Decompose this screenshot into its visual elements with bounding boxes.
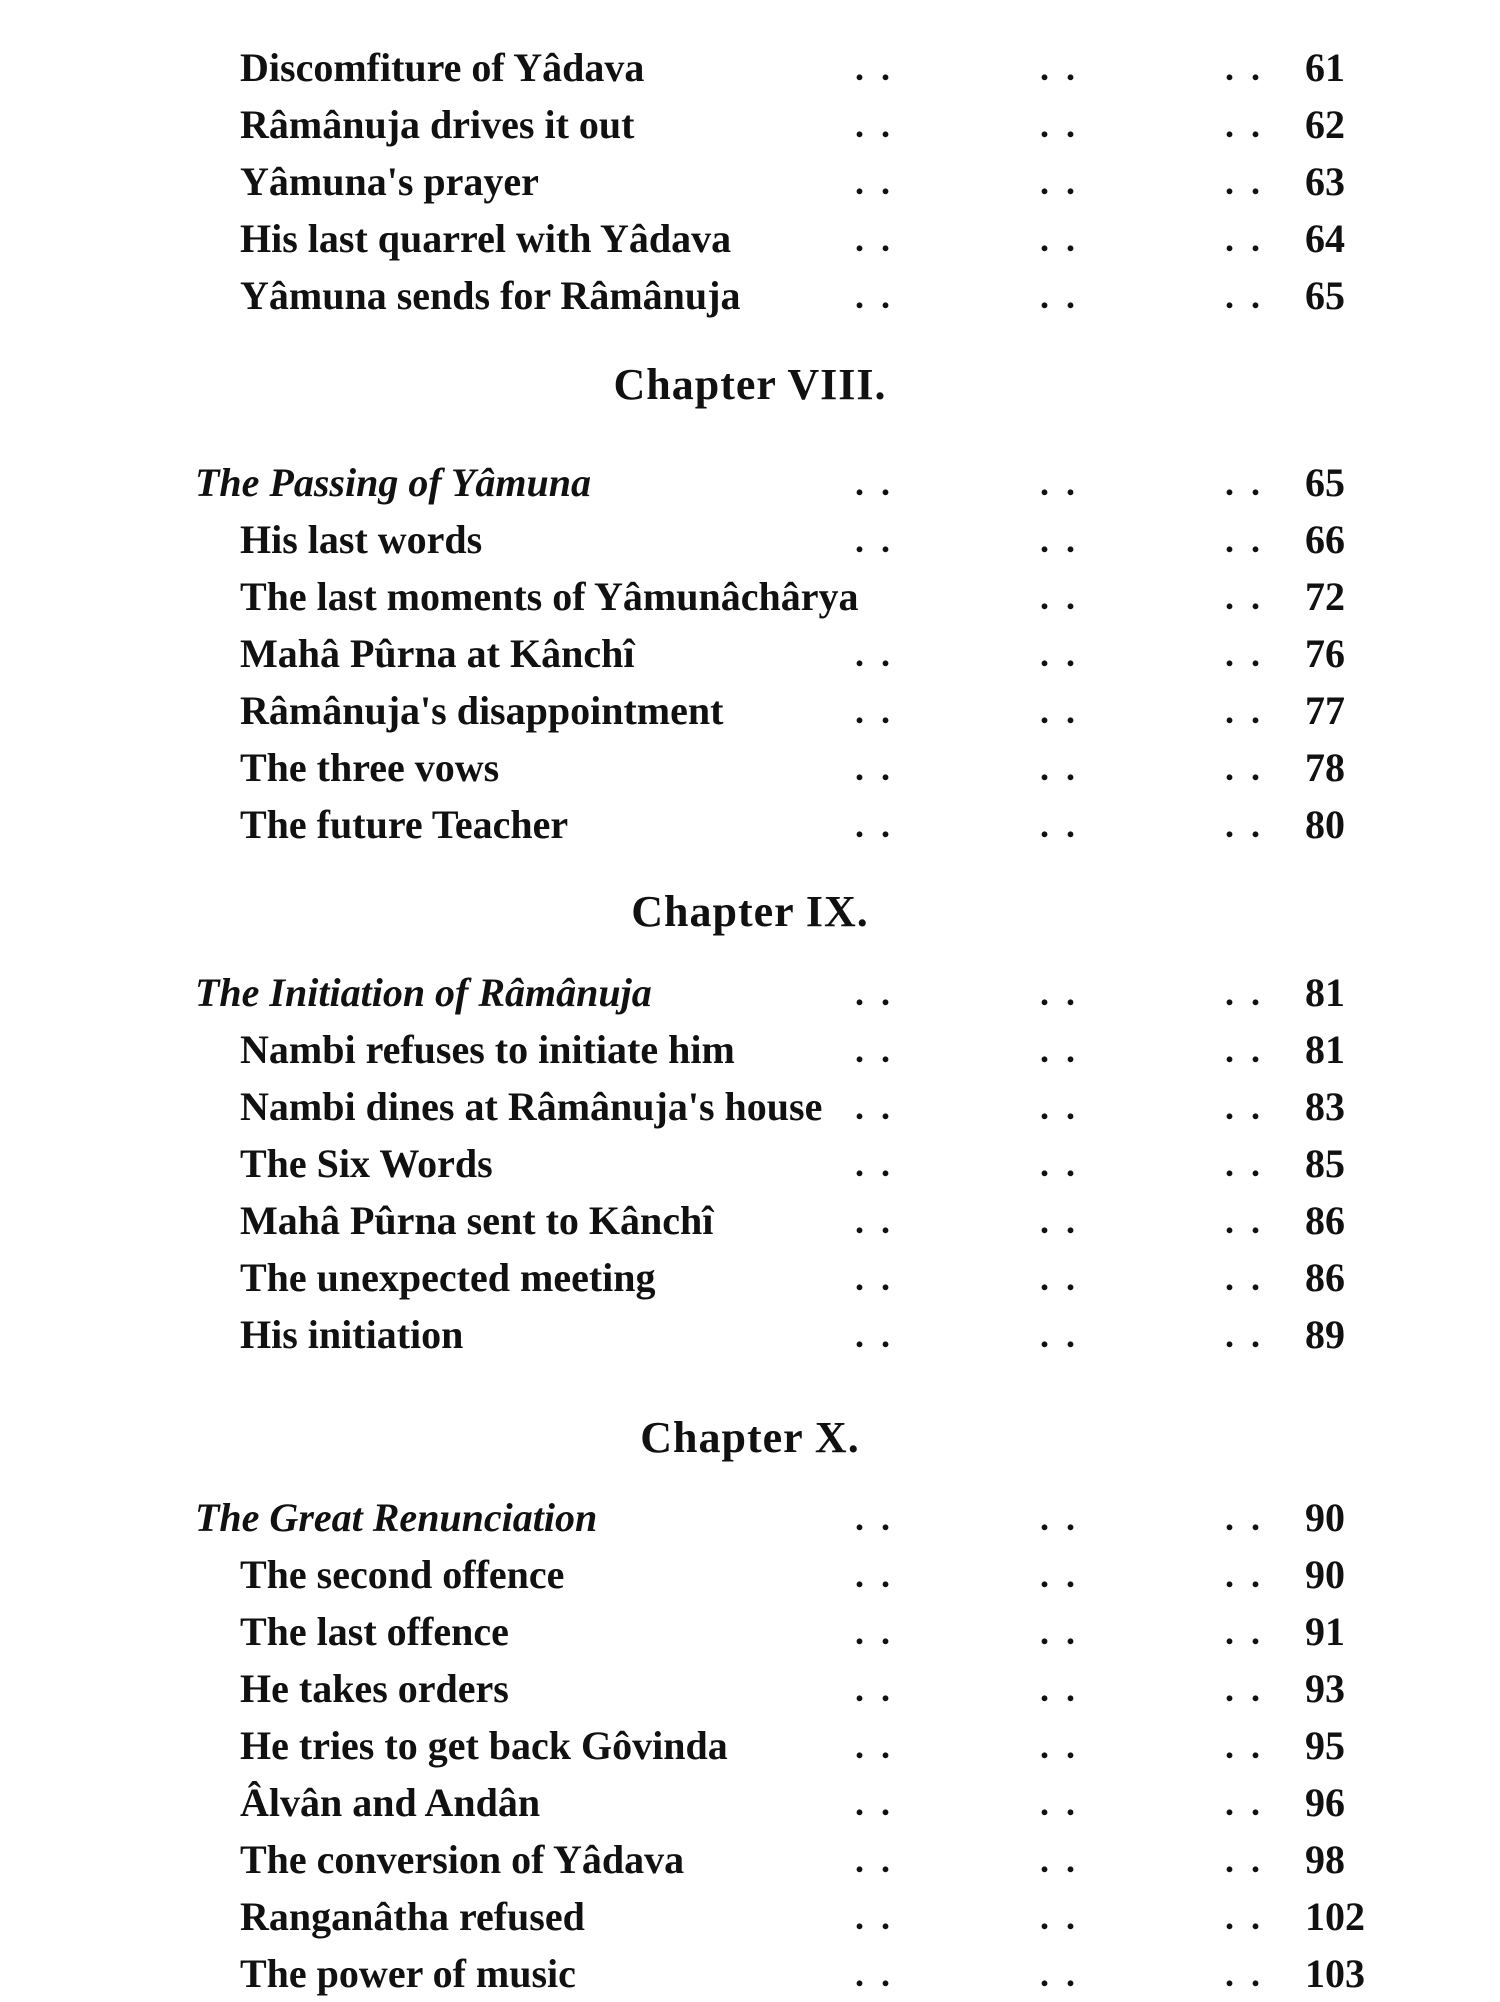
leader-dots: . . — [1225, 1954, 1264, 1994]
entry-label: Râmânuja drives it out — [240, 102, 635, 147]
page-number: 65 — [1305, 460, 1345, 505]
leader-dots: . . — [1040, 1144, 1079, 1184]
leader-dots: . . — [855, 1783, 894, 1823]
leader-dots: . . — [855, 1669, 894, 1709]
page-number: 93 — [1305, 1666, 1345, 1711]
leader-dots: . . — [1040, 1840, 1079, 1880]
leader-dots: . . — [855, 105, 894, 145]
leader-dots: . . — [855, 1498, 894, 1538]
leader-dots: . . — [855, 219, 894, 259]
leader-dots: . . — [1225, 748, 1264, 788]
entry-label: Mahâ Pûrna at Kânchî — [240, 631, 635, 676]
leader-dots: . . — [1225, 1030, 1264, 1070]
leader-dots: . . — [855, 1897, 894, 1937]
page-number: 65 — [1305, 273, 1345, 318]
entry-label: Râmânuja's disappointment — [240, 688, 724, 733]
leader-dots: . . — [1225, 1087, 1264, 1127]
leader-dots: . . — [1040, 1726, 1079, 1766]
page-number: 86 — [1305, 1255, 1345, 1300]
page-number: 81 — [1305, 970, 1345, 1015]
leader-dots: . . — [1040, 1258, 1079, 1298]
leader-dots: . . — [1040, 105, 1079, 145]
chapter-heading: Chapter X. — [640, 1413, 860, 1462]
page-number: 81 — [1305, 1027, 1345, 1072]
leader-dots: . . — [1040, 1612, 1079, 1652]
leader-dots: . . — [855, 973, 894, 1013]
leader-dots: . . — [1225, 1783, 1264, 1823]
leader-dots: . . — [1225, 1258, 1264, 1298]
leader-dots: . . — [1040, 1555, 1079, 1595]
leader-dots: . . — [855, 691, 894, 731]
entry-label: Yâmuna sends for Râmânuja — [240, 273, 741, 318]
page-number: 72 — [1305, 574, 1345, 619]
leader-dots: . . — [855, 162, 894, 202]
entry-label: His last words — [240, 517, 483, 562]
page-number: 95 — [1305, 1723, 1345, 1768]
page-number: 85 — [1305, 1141, 1345, 1186]
leader-dots: . . — [1040, 1897, 1079, 1937]
entry-label: The three vows — [240, 745, 500, 790]
page-number: 91 — [1305, 1609, 1345, 1654]
leader-dots: . . — [1040, 805, 1079, 845]
entry-label: Nambi dines at Râmânuja's house — [240, 1084, 823, 1129]
entry-label: The unexpected meeting — [240, 1255, 656, 1300]
leader-dots: . . — [1040, 463, 1079, 503]
page-number: 76 — [1305, 631, 1345, 676]
leader-dots: . . — [1225, 1201, 1264, 1241]
chapter-title: The Passing of Yâmuna — [195, 460, 591, 505]
leader-dots: . . — [855, 1087, 894, 1127]
chapter-title: The Great Renunciation — [195, 1495, 598, 1540]
entry-label: The second offence — [240, 1552, 565, 1597]
leader-dots: . . — [1040, 1030, 1079, 1070]
leader-dots: . . — [1225, 805, 1264, 845]
entry-label: Ranganâtha refused — [240, 1894, 585, 1939]
leader-dots: . . — [855, 1258, 894, 1298]
leader-dots: . . — [1225, 973, 1264, 1013]
leader-dots: . . — [855, 634, 894, 674]
leader-dots: . . — [855, 1555, 894, 1595]
leader-dots: . . — [1225, 1498, 1264, 1538]
page-number: 96 — [1305, 1780, 1345, 1825]
leader-dots: . . — [1225, 520, 1264, 560]
leader-dots: . . — [855, 1030, 894, 1070]
chapter-title: The Initiation of Râmânuja — [195, 970, 652, 1015]
leader-dots: . . — [1225, 1669, 1264, 1709]
page-number: 63 — [1305, 159, 1345, 204]
entry-label: Mahâ Pûrna sent to Kânchî — [240, 1198, 714, 1243]
entry-label: The future Teacher — [240, 802, 569, 847]
leader-dots: . . — [855, 1954, 894, 1994]
entry-label: He takes orders — [240, 1666, 509, 1711]
leader-dots: . . — [1225, 1612, 1264, 1652]
leader-dots: . . — [1040, 691, 1079, 731]
chapter-heading: Chapter IX. — [631, 887, 869, 936]
leader-dots: . . — [1225, 1315, 1264, 1355]
leader-dots: . . — [855, 748, 894, 788]
entry-label: His initiation — [240, 1312, 464, 1357]
leader-dots: . . — [1225, 577, 1264, 617]
entry-label: The Six Words — [240, 1141, 493, 1186]
entry-label: His last quarrel with Yâdava — [240, 216, 732, 261]
leader-dots: . . — [1040, 1783, 1079, 1823]
chapter-heading: Chapter VIII. — [613, 360, 887, 409]
leader-dots: . . — [1040, 1498, 1079, 1538]
leader-dots: . . — [1040, 162, 1079, 202]
entry-label: He tries to get back Gôvinda — [240, 1723, 728, 1768]
leader-dots: . . — [1225, 219, 1264, 259]
leader-dots: . . — [1225, 276, 1264, 316]
leader-dots: . . — [1225, 48, 1264, 88]
entry-label: Discomfiture of Yâdava — [240, 45, 645, 90]
entry-label: Nambi refuses to initiate him — [240, 1027, 735, 1072]
leader-dots: . . — [1225, 1840, 1264, 1880]
leader-dots: . . — [1040, 1201, 1079, 1241]
leader-dots: . . — [855, 1315, 894, 1355]
page-number: 89 — [1305, 1312, 1345, 1357]
leader-dots: . . — [1040, 577, 1079, 617]
leader-dots: . . — [1225, 463, 1264, 503]
page-number: 61 — [1305, 45, 1345, 90]
leader-dots: . . — [1225, 1897, 1264, 1937]
entry-label: The power of music — [240, 1951, 576, 1996]
entry-label: Yâmuna's prayer — [240, 159, 539, 204]
entry-label: Âlvân and Andân — [240, 1780, 541, 1825]
leader-dots: . . — [855, 520, 894, 560]
page-number: 86 — [1305, 1198, 1345, 1243]
leader-dots: . . — [1225, 1726, 1264, 1766]
leader-dots: . . — [1040, 1315, 1079, 1355]
entry-label: The last moments of Yâmunâchârya — [240, 574, 859, 619]
leader-dots: . . — [855, 1726, 894, 1766]
leader-dots: . . — [855, 805, 894, 845]
leader-dots: . . — [1040, 276, 1079, 316]
leader-dots: . . — [1040, 1954, 1079, 1994]
leader-dots: . . — [855, 276, 894, 316]
leader-dots: . . — [855, 1201, 894, 1241]
page-number: 80 — [1305, 802, 1345, 847]
leader-dots: . . — [1225, 105, 1264, 145]
page-number: 98 — [1305, 1837, 1345, 1882]
page-number: 90 — [1305, 1552, 1345, 1597]
leader-dots: . . — [1225, 1144, 1264, 1184]
page-number: 90 — [1305, 1495, 1345, 1540]
leader-dots: . . — [855, 1840, 894, 1880]
page-number: 66 — [1305, 517, 1345, 562]
leader-dots: . . — [1040, 219, 1079, 259]
leader-dots: . . — [855, 1144, 894, 1184]
leader-dots: . . — [855, 1612, 894, 1652]
leader-dots: . . — [1040, 1669, 1079, 1709]
entry-label: The last offence — [240, 1609, 509, 1654]
page-number: 78 — [1305, 745, 1345, 790]
leader-dots: . . — [1225, 162, 1264, 202]
leader-dots: . . — [855, 463, 894, 503]
leader-dots: . . — [1040, 520, 1079, 560]
leader-dots: . . — [1040, 1087, 1079, 1127]
page-number: 83 — [1305, 1084, 1345, 1129]
leader-dots: . . — [1225, 1555, 1264, 1595]
leader-dots: . . — [1225, 634, 1264, 674]
entry-label: The conversion of Yâdava — [240, 1837, 685, 1882]
page-number: 103 — [1305, 1951, 1365, 1996]
leader-dots: . . — [1040, 973, 1079, 1013]
leader-dots: . . — [1225, 691, 1264, 731]
leader-dots: . . — [855, 48, 894, 88]
page-number: 64 — [1305, 216, 1345, 261]
leader-dots: . . — [1040, 48, 1079, 88]
page-number: 77 — [1305, 688, 1345, 733]
leader-dots: . . — [1040, 634, 1079, 674]
page-number: 62 — [1305, 102, 1345, 147]
leader-dots: . . — [1040, 748, 1079, 788]
page-number: 102 — [1305, 1894, 1365, 1939]
